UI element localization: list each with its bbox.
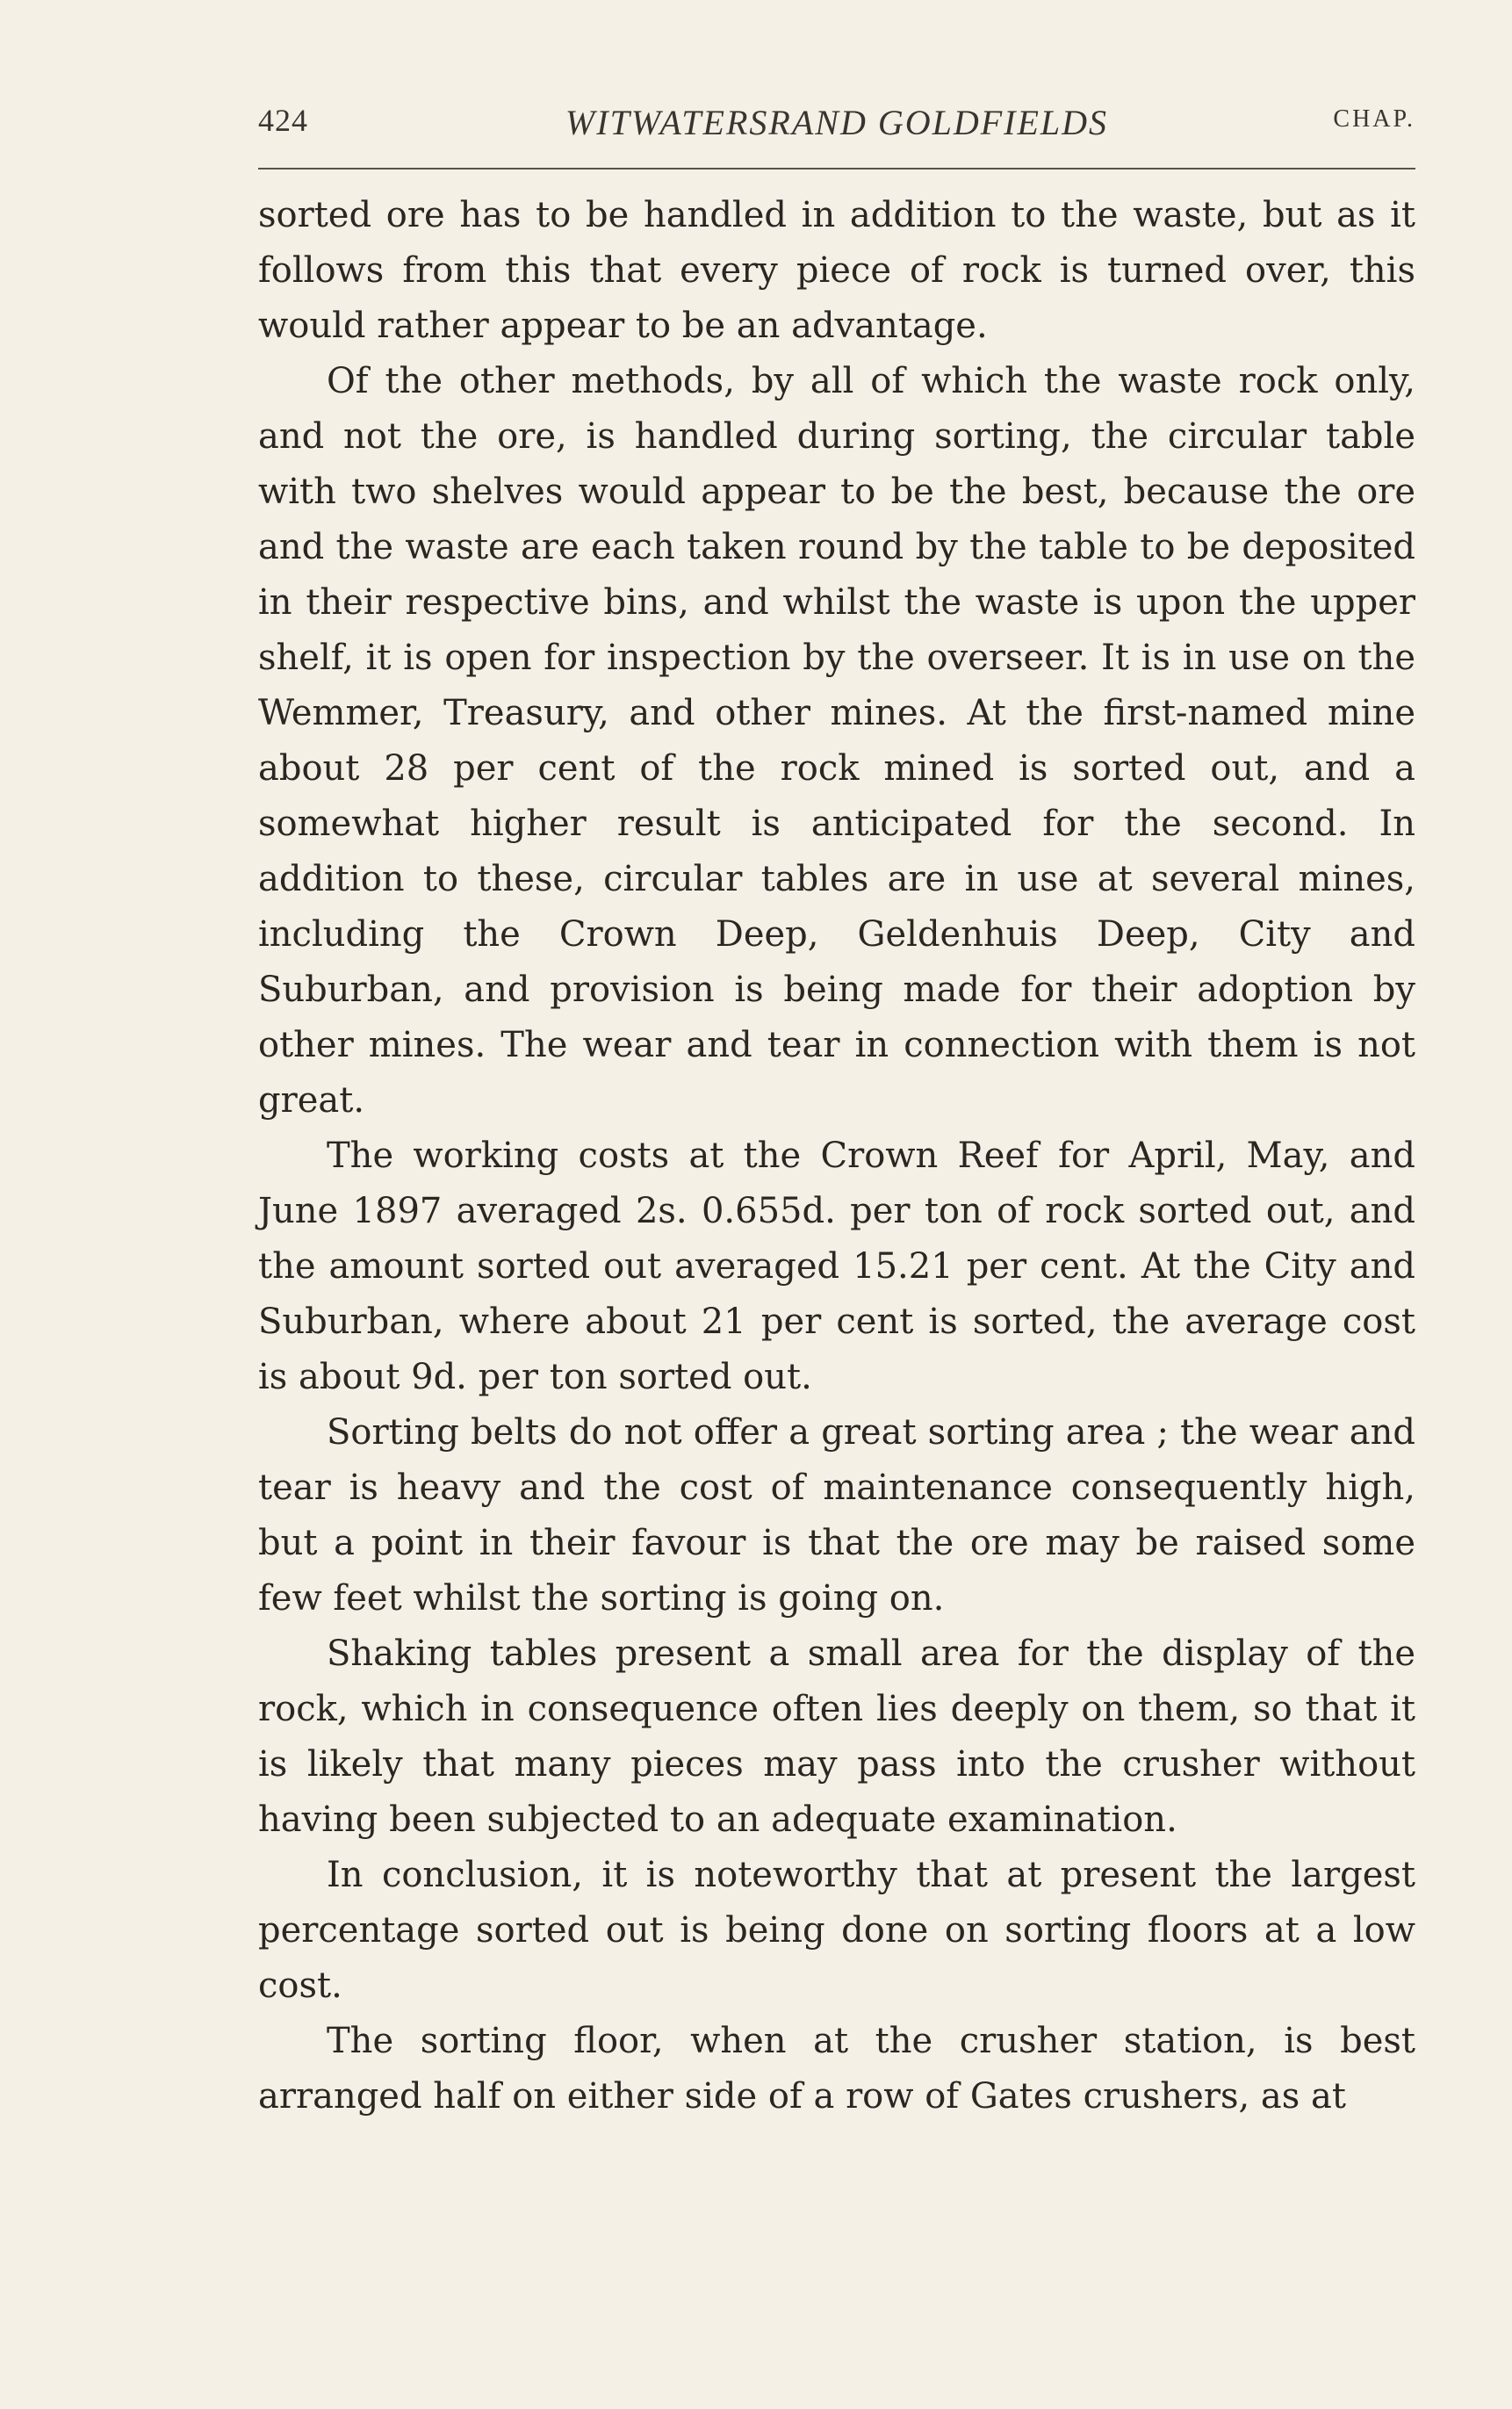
header-rule [258, 168, 1415, 169]
chapter-label: CHAP. [1333, 105, 1415, 133]
page-number: 424 [258, 103, 308, 138]
paragraph-sorting-floor: The sorting floor, when at the crusher station, is best arranged half on either side of a row of Gates crushers, as at [258, 2021, 1415, 2117]
paragraph-working-costs: The working costs at the Crown Reef for April, May, and June 1897 averaged 2s. 0.655d. per ton of rock sorted out, and the amount sorted out averaged 15.21 per cent. At the City and Suburban, where about 21 per cent is sorted, the average cost is about 9d. per ton sorted out. [258, 1136, 1415, 1397]
paragraph-conclusion: In conclusion, it is noteworthy that at present the largest percentage sorted out is being done on sorting floors at a low cost. [258, 1855, 1415, 2006]
paragraph-sorting-belts: Sorting belts do not offer a great sorting area ; the wear and tear is heavy and the cost of maintenance consequently high, but a point in their favour is that the ore may be raised some few feet whilst the sorting is going on. [258, 1412, 1415, 1619]
running-title: WITWATERSRAND GOLDFIELDS [565, 103, 1109, 142]
page-header [258, 102, 1415, 146]
body-text [258, 188, 1415, 2124]
paragraph-continuation: sorted ore has to be handled in addition to the waste, but as it follows from this that every piece of rock is turned over, this would rather appear to be an advantage. [258, 195, 1415, 346]
paragraph-circular-table: Of the other methods, by all of which the waste rock only, and not the ore, is handled during sorting, the circular table with two shelves would appear to be the best, because the ore and the waste are each taken round by the table to be deposited in their respective bins, and whilst the waste is upon the upper shelf, it is open for inspection by the overseer. It is in use on the Wemmer, Treasury, and other mines. At the first-named mine about 28 per cent of the rock mined is sorted out, and a somewhat higher result is anticipated for the second. In addition to these, circular tables are in use at several mines, including the Crown Deep, Geldenhuis Deep, City and Suburban, and provision is being made for their adoption by other mines. The wear and tear in connection with them is not great. [258, 361, 1415, 1121]
paragraph-shaking-tables: Shaking tables present a small area for the display of the rock, which in consequence often lies deeply on them, so that it is likely that many pieces may pass into the crusher without having been subjected to an adequate examination. [258, 1634, 1415, 1840]
